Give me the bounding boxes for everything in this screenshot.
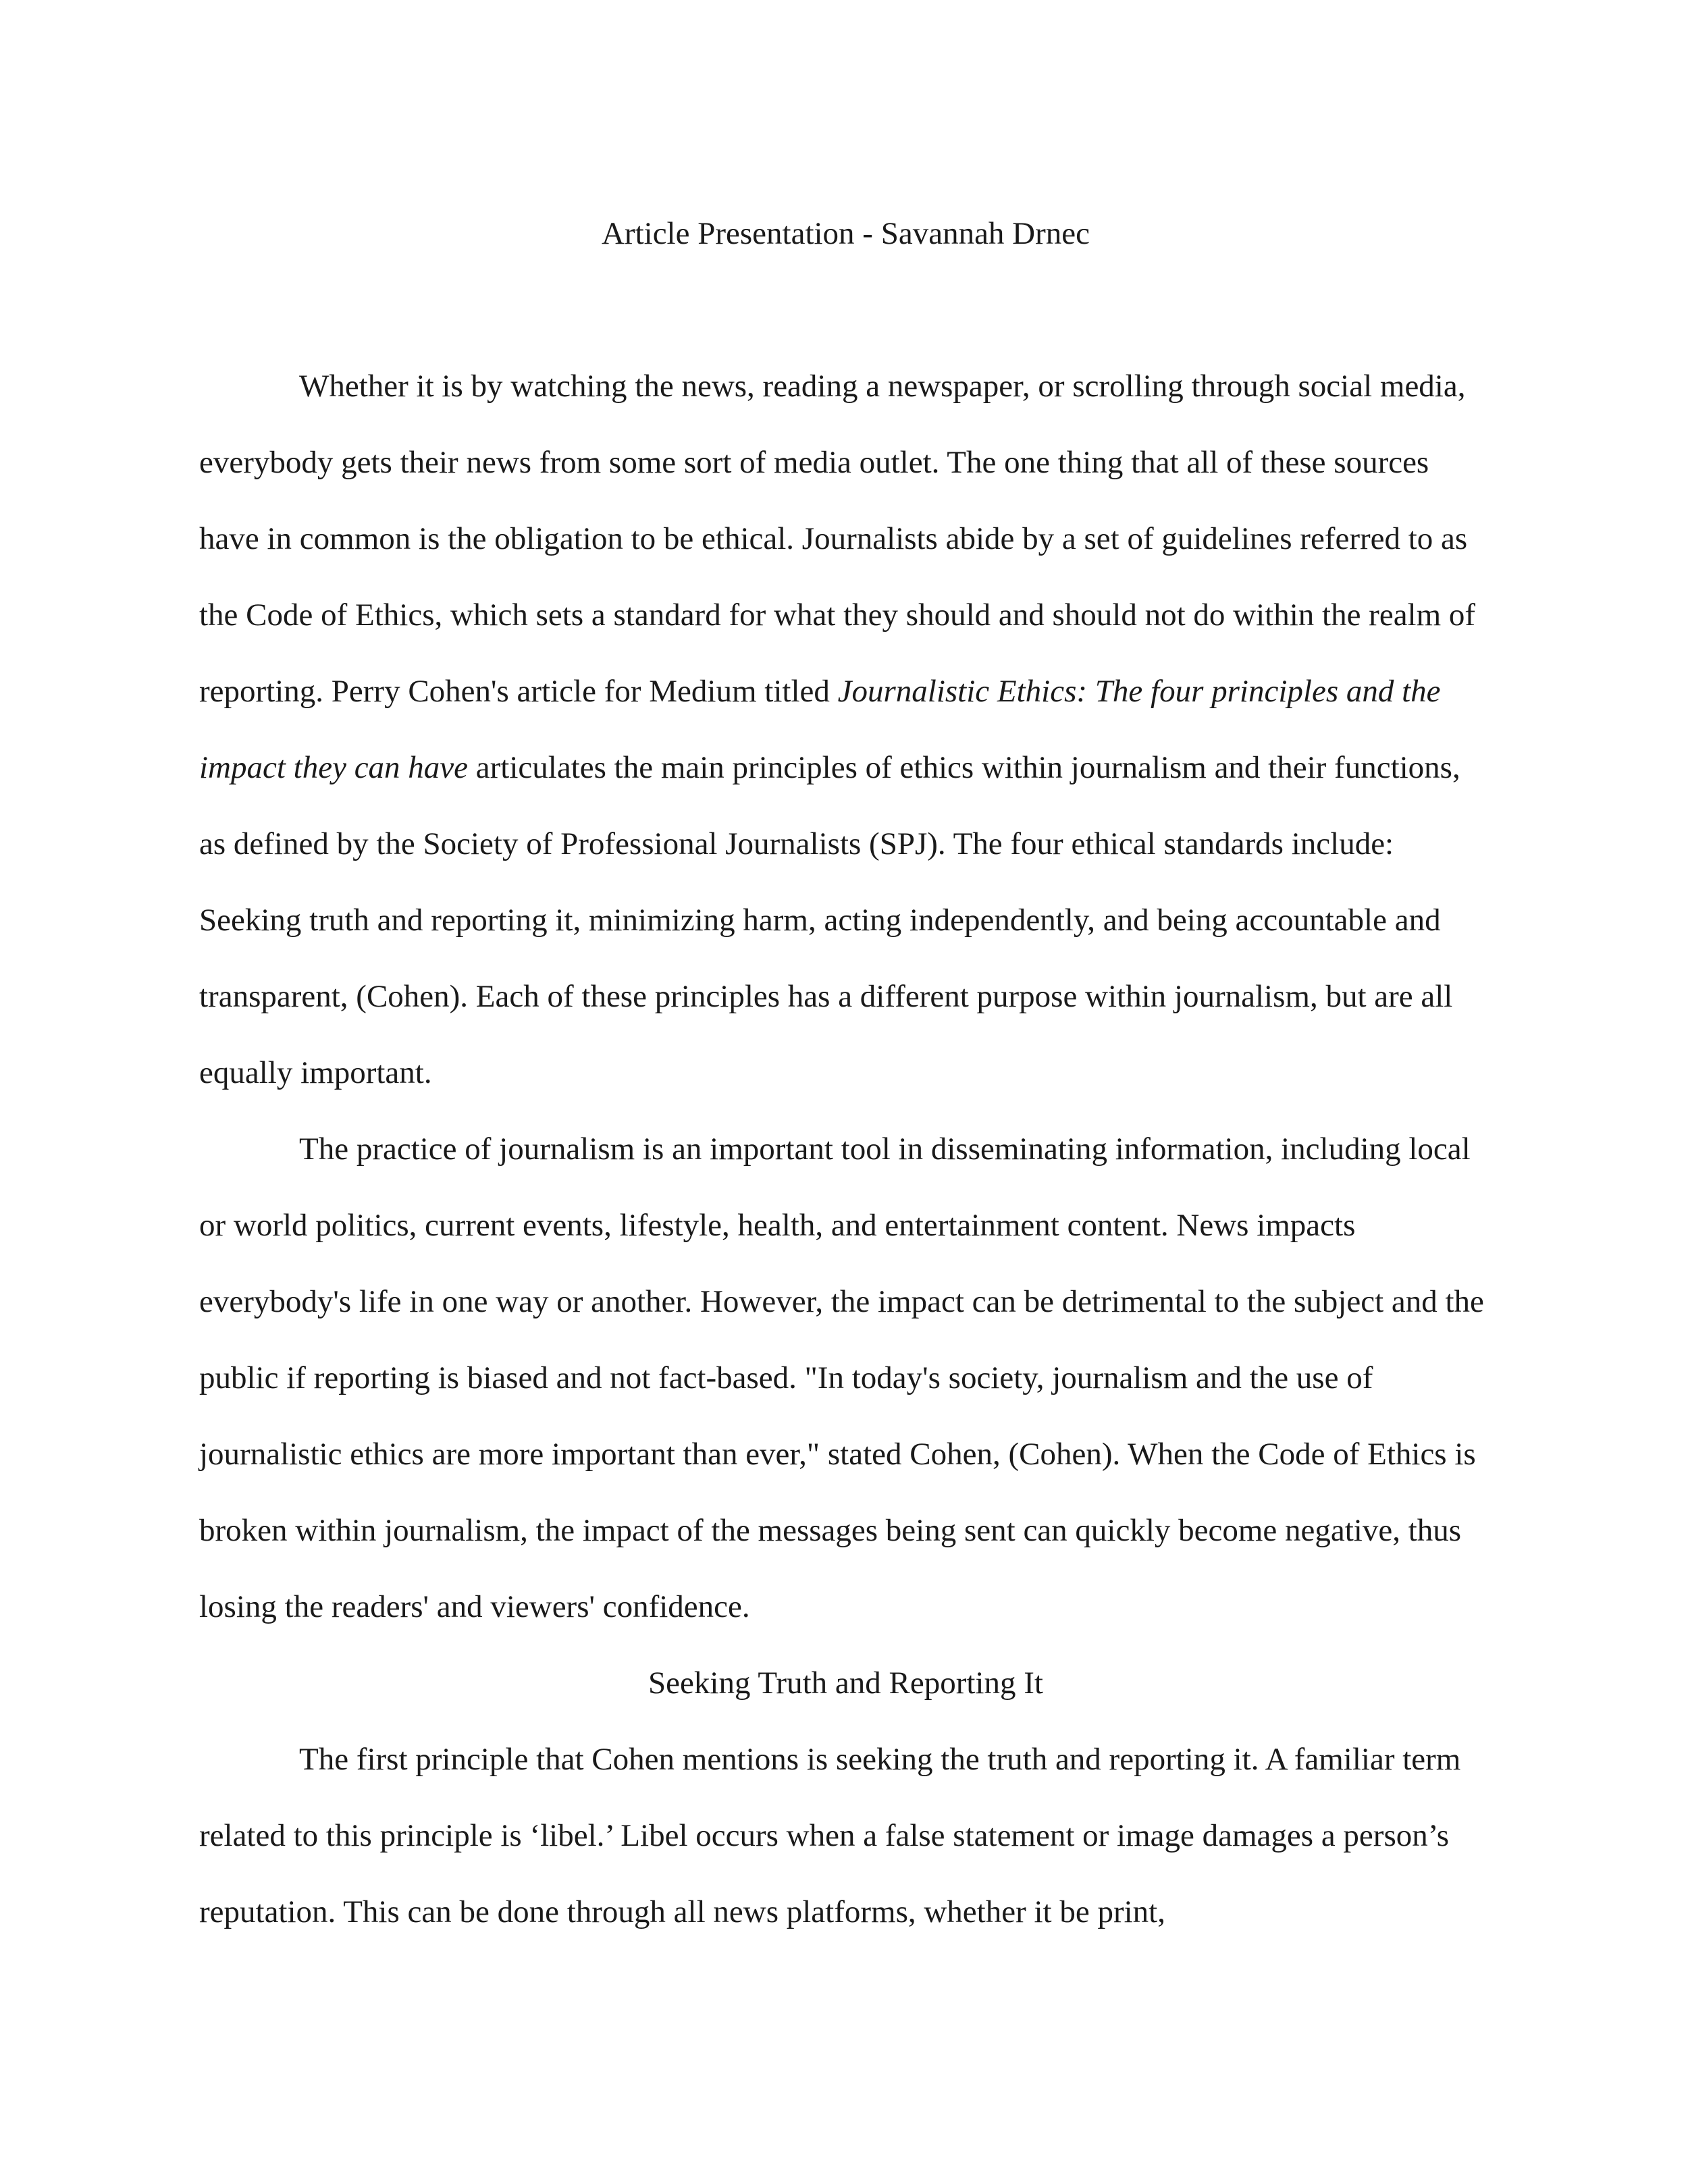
paragraph-intro-part1: Whether it is by watching the news, reading a newspaper, or scrolling through social media, everybody gets their news from some sort of media outlet. The one thing that all of these sources have in common is the obligation to be ethical. Journalists abide by a set of guidelines referred to as the Code of Ethics, which sets a standard for what they should and should not do within the realm of reporting. Perry Cohen's article for Medium titled (199, 369, 1476, 709)
document-title: Article Presentation - Savannah Drnec (601, 216, 1090, 251)
paragraph-intro (199, 348, 1492, 1111)
document-body (199, 196, 1492, 1950)
paragraph-practice: The practice of journalism is an important tool in disseminating information, including local or world politics, current events, lifestyle, health, and entertainment content. News impacts everybody's life in one way or another. However, the impact can be detrimental to the subject and the public if reporting is biased and not fact-based. "In today's society, journalism and the use of journalistic ethics are more important than ever," stated Cohen, (Cohen). When the Code of Ethics is broken within journalism, the impact of the messages being sent can quickly become negative, thus losing the readers' and viewers' confidence. (199, 1131, 1484, 1624)
paragraph-first-principle: The first principle that Cohen mentions is seeking the truth and reporting it. A familiar term related to this principle is ‘libel.’ Libel occurs when a false statement or image damages a person’s reputation. This can be done through all news platforms, whether it be print, (199, 1742, 1461, 1929)
article-title-italic: Journalistic Ethics: The four principles and the impact they can have (199, 674, 1441, 785)
section-heading: Seeking Truth and Reporting It (648, 1666, 1043, 1701)
title-spacer (199, 272, 1492, 348)
paragraph-intro-part2: articulates the main principles of ethics within journalism and their functions, as defined by the Society of Professional Journalists (SPJ). The four ethical standards include: Seeking truth and reporting it, minimizing harm, acting independently, and being accountable and transparent, (Cohen). Each of these principles has a different purpose within journalism, but are all equally important. (199, 750, 1460, 1090)
